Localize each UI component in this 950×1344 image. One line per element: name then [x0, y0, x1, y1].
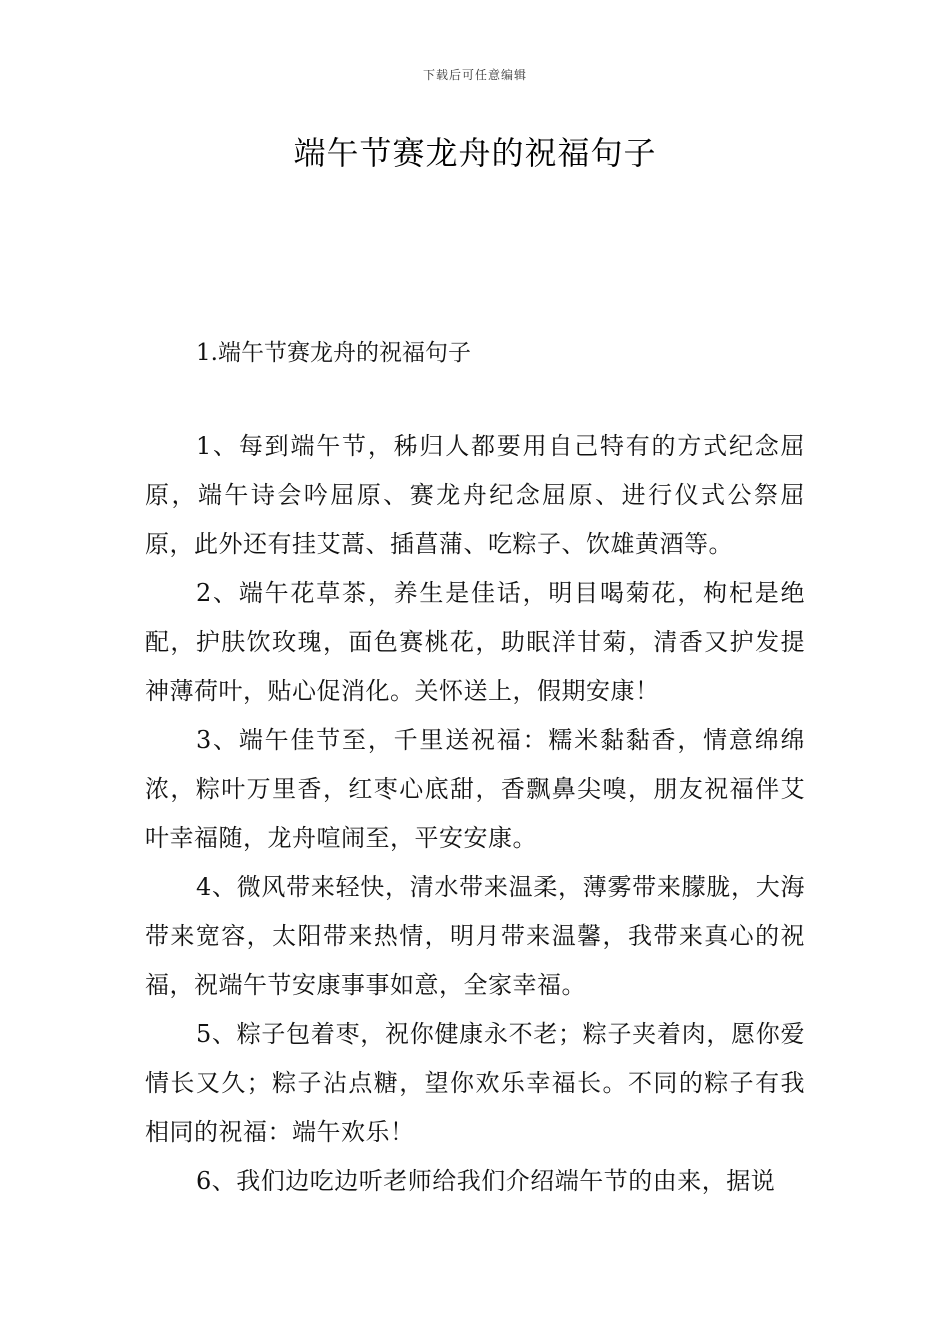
body-text	[145, 422, 805, 1206]
paragraph-3: 3、端午佳节至，千里送祝福：糯米黏黏香，情意绵绵浓，粽叶万里香，红枣心底甜，香飘鼻尖嗅，朋友祝福伴艾叶幸福随，龙舟喧闹至，平安安康。	[145, 726, 805, 852]
paragraph-6: 6、我们边吃边听老师给我们介绍端午节的由来，据说	[196, 1167, 776, 1195]
paragraph-2: 2、端午花草茶，养生是佳话，明目喝菊花，枸杞是绝配，护肤饮玫瑰，面色赛桃花，助眠洋甘菊，清香又护发提神薄荷叶，贴心促消化。关怀送上，假期安康！	[145, 579, 805, 705]
document-title: 端午节赛龙舟的祝福句子	[293, 134, 657, 172]
header-note: 下载后可任意编辑	[422, 68, 527, 82]
paragraph-4: 4、微风带来轻快，清水带来温柔，薄雾带来朦胧，大海带来宽容，太阳带来热情，明月带来温馨，我带来真心的祝福，祝端午节安康事事如意，全家幸福。	[145, 873, 805, 999]
section-heading: 1.端午节赛龙舟的祝福句子	[196, 340, 471, 366]
paragraph-1: 1、每到端午节，秭归人都要用自己特有的方式纪念屈原，端午诗会吟屈原、赛龙舟纪念屈原、进行仪式公祭屈原，此外还有挂艾蒿、插菖蒲、吃粽子、饮雄黄酒等。	[145, 432, 805, 558]
paragraph-5: 5、粽子包着枣，祝你健康永不老；粽子夹着肉，愿你爱情长又久；粽子沾点糖，望你欢乐幸福长。不同的粽子有我相同的祝福：端午欢乐！	[145, 1020, 805, 1146]
